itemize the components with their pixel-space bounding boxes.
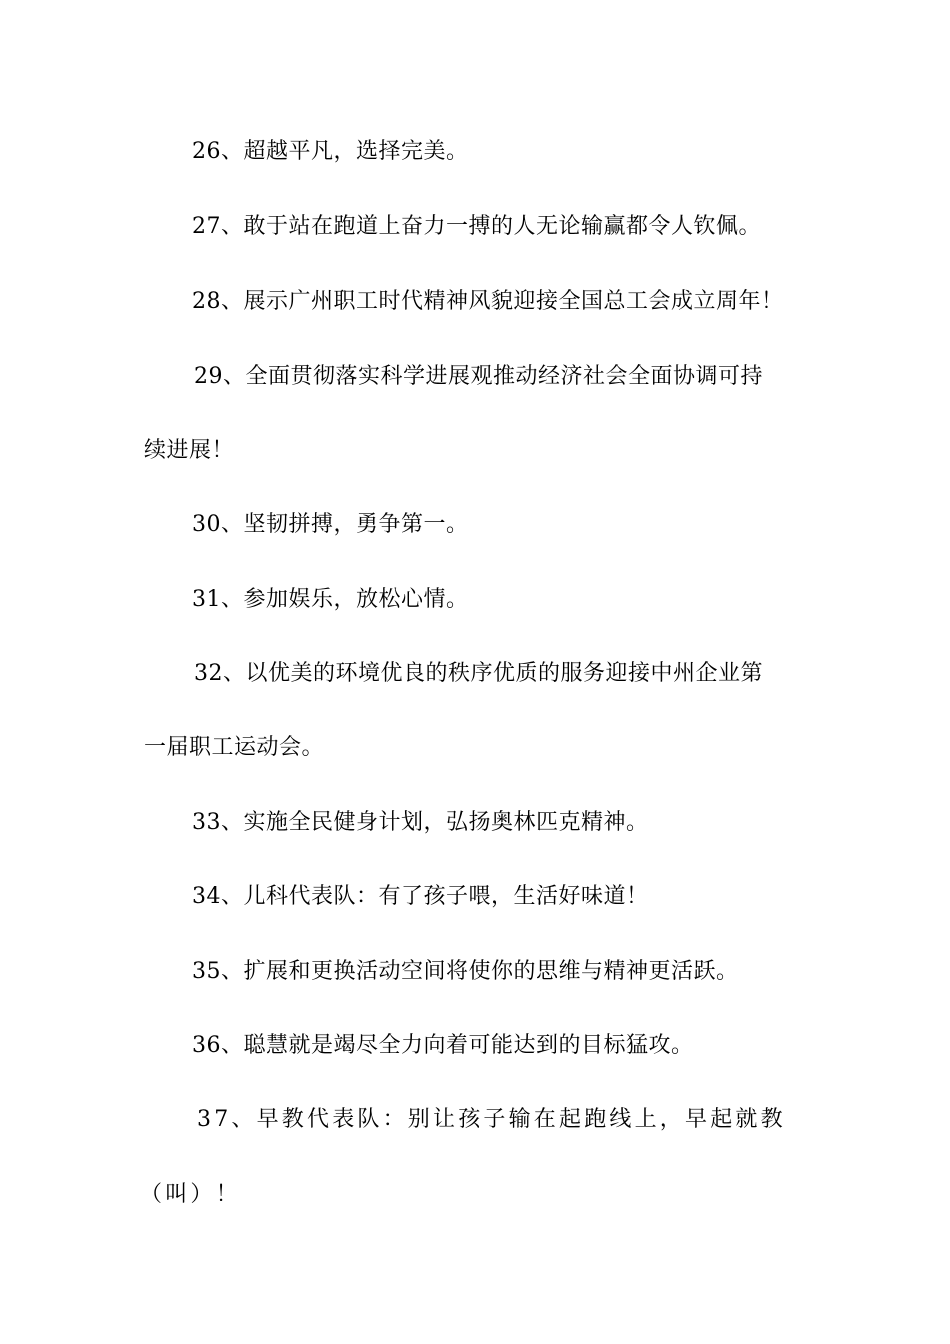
paragraph-26: 26、超越平凡，选择完美。 <box>192 139 469 164</box>
paragraph-34: 34、儿科代表队：有了孩子喂，生活好味道！ <box>192 884 649 909</box>
paragraph-30: 30、坚韧拼搏，勇争第一。 <box>192 512 469 537</box>
paragraph-33: 33、实施全民健身计划，弘扬奥林匹克精神。 <box>192 810 649 835</box>
paragraph-32-line-1: 32、以优美的环境优良的秩序优质的服务迎接中州企业第 <box>194 661 763 686</box>
paragraph-29-line-1: 29、全面贯彻落实科学进展观推动经济社会全面协调可持 <box>194 364 763 389</box>
paragraph-31: 31、参加娱乐，放松心情。 <box>192 587 469 612</box>
paragraph-35: 35、扩展和更换活动空间将使你的思维与精神更活跃。 <box>192 959 739 984</box>
paragraph-37-line-2: （叫）！ <box>140 1182 241 1207</box>
paragraph-29-line-2: 续进展！ <box>144 438 235 463</box>
paragraph-28: 28、展示广州职工时代精神风貌迎接全国总工会成立周年！ <box>192 289 784 314</box>
paragraph-32-line-2: 一届职工运动会。 <box>144 735 325 760</box>
paragraph-37-line-1: 37、早教代表队：别让孩子输在起跑线上，早起就教 <box>197 1107 786 1132</box>
paragraph-36: 36、聪慧就是竭尽全力向着可能达到的目标猛攻。 <box>192 1033 694 1058</box>
paragraph-27: 27、敢于站在跑道上奋力一搏的人无论输赢都令人钦佩。 <box>192 214 761 239</box>
